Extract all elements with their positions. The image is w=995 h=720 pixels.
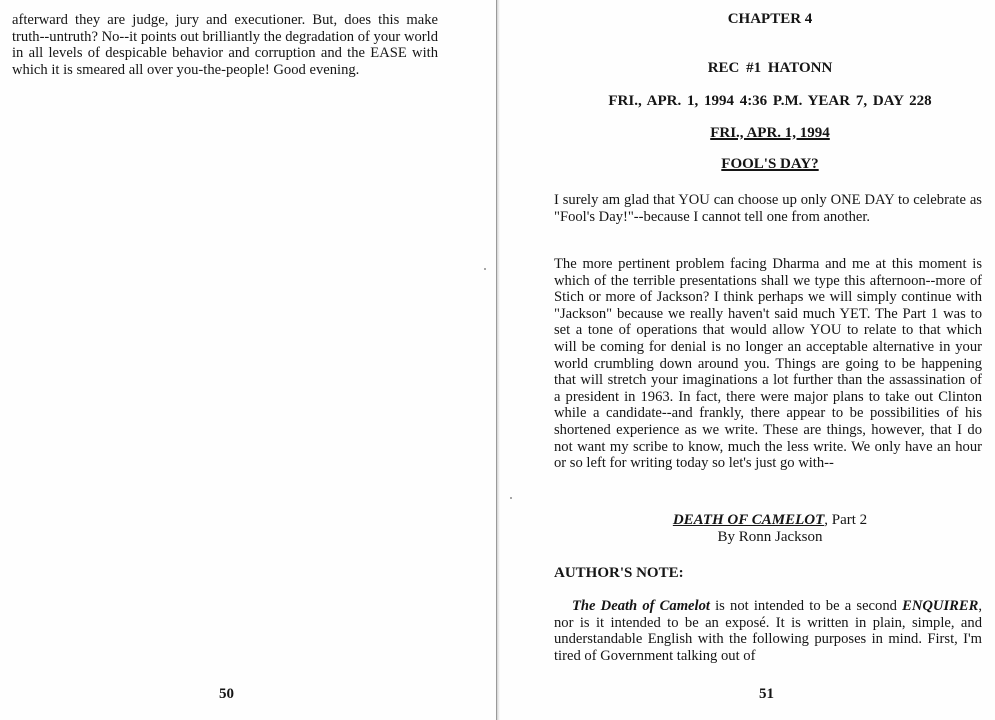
right-page-number: 51 — [759, 686, 774, 702]
paragraph-2: The more pertinent problem facing Dharma and me at this moment is which of the terrible presentations shall we type this afternoon--more of Stich or more of Jackson? I think perhaps we will simply continue with "Jackson" because we really haven't said much YET. The Part 1 was to set a tone of operations that would allow YOU to relate to that which will be coming for denial is no longer an acceptable alternative in your world crumbling down around you. Things are going to be happening that will stretch your imaginations a lot further than the assassination of a president in 1963. In fact, there were major plans to take out Clinton while a candidate--and frankly, there appear to be possibilities of his shortened experience as we write. These are things, however, that I do not want my scribe to know, much the less write. We only have an hour or so left for writing today so let's just go with-- — [554, 256, 982, 472]
left-page — [0, 0, 496, 720]
story-title-line — [554, 512, 986, 529]
section-heading — [554, 156, 986, 173]
left-page-number: 50 — [219, 686, 234, 702]
paragraph-3 — [554, 598, 982, 664]
paragraph-3-part-b: , nor is it intended to be an exposé. It is written in plain, simple, and understandable English with the following purposes in mind. First, I'm tired of Government talking out of — [554, 598, 982, 664]
paragraph-3-part-a: is not intended to be a second — [709, 598, 903, 614]
date-heading-text: FRI., APR. 1, 1994 — [710, 125, 830, 141]
record-heading: REC #1 HATONN — [707, 60, 833, 76]
paragraph-3-title: The Death of Camelot — [572, 598, 710, 614]
author-note-label: AUTHOR'S NOTE: — [554, 565, 684, 581]
story-title: DEATH OF CAMELOT — [672, 512, 825, 528]
story-part: , Part 2 — [824, 512, 868, 528]
section-heading-text: FOOL'S DAY? — [721, 156, 819, 172]
right-page — [500, 0, 995, 720]
chapter-heading: CHAPTER 4 — [727, 11, 813, 27]
left-page-paragraph: afterward they are judge, jury and executioner. But, does this make truth--untruth? No--it points out brilliantly the degradation of your world in all levels of despicable behavior and corruption and the EASE with which it is smeared all over you-the-people! Good evening. — [12, 12, 438, 78]
paragraph-1: I surely am glad that YOU can choose up only ONE DAY to celebrate as "Fool's Day!"--because I cannot tell one from another. — [554, 192, 982, 225]
scan-speck — [510, 497, 512, 499]
scan-speck — [484, 268, 486, 270]
dateline: FRI., APR. 1, 1994 4:36 P.M. YEAR 7, DAY 228 — [608, 93, 932, 109]
paragraph-3-enquirer: ENQUIRER — [902, 598, 979, 614]
date-heading — [554, 125, 986, 142]
story-author: By Ronn Jackson — [717, 529, 823, 545]
story-title-block — [554, 512, 986, 546]
